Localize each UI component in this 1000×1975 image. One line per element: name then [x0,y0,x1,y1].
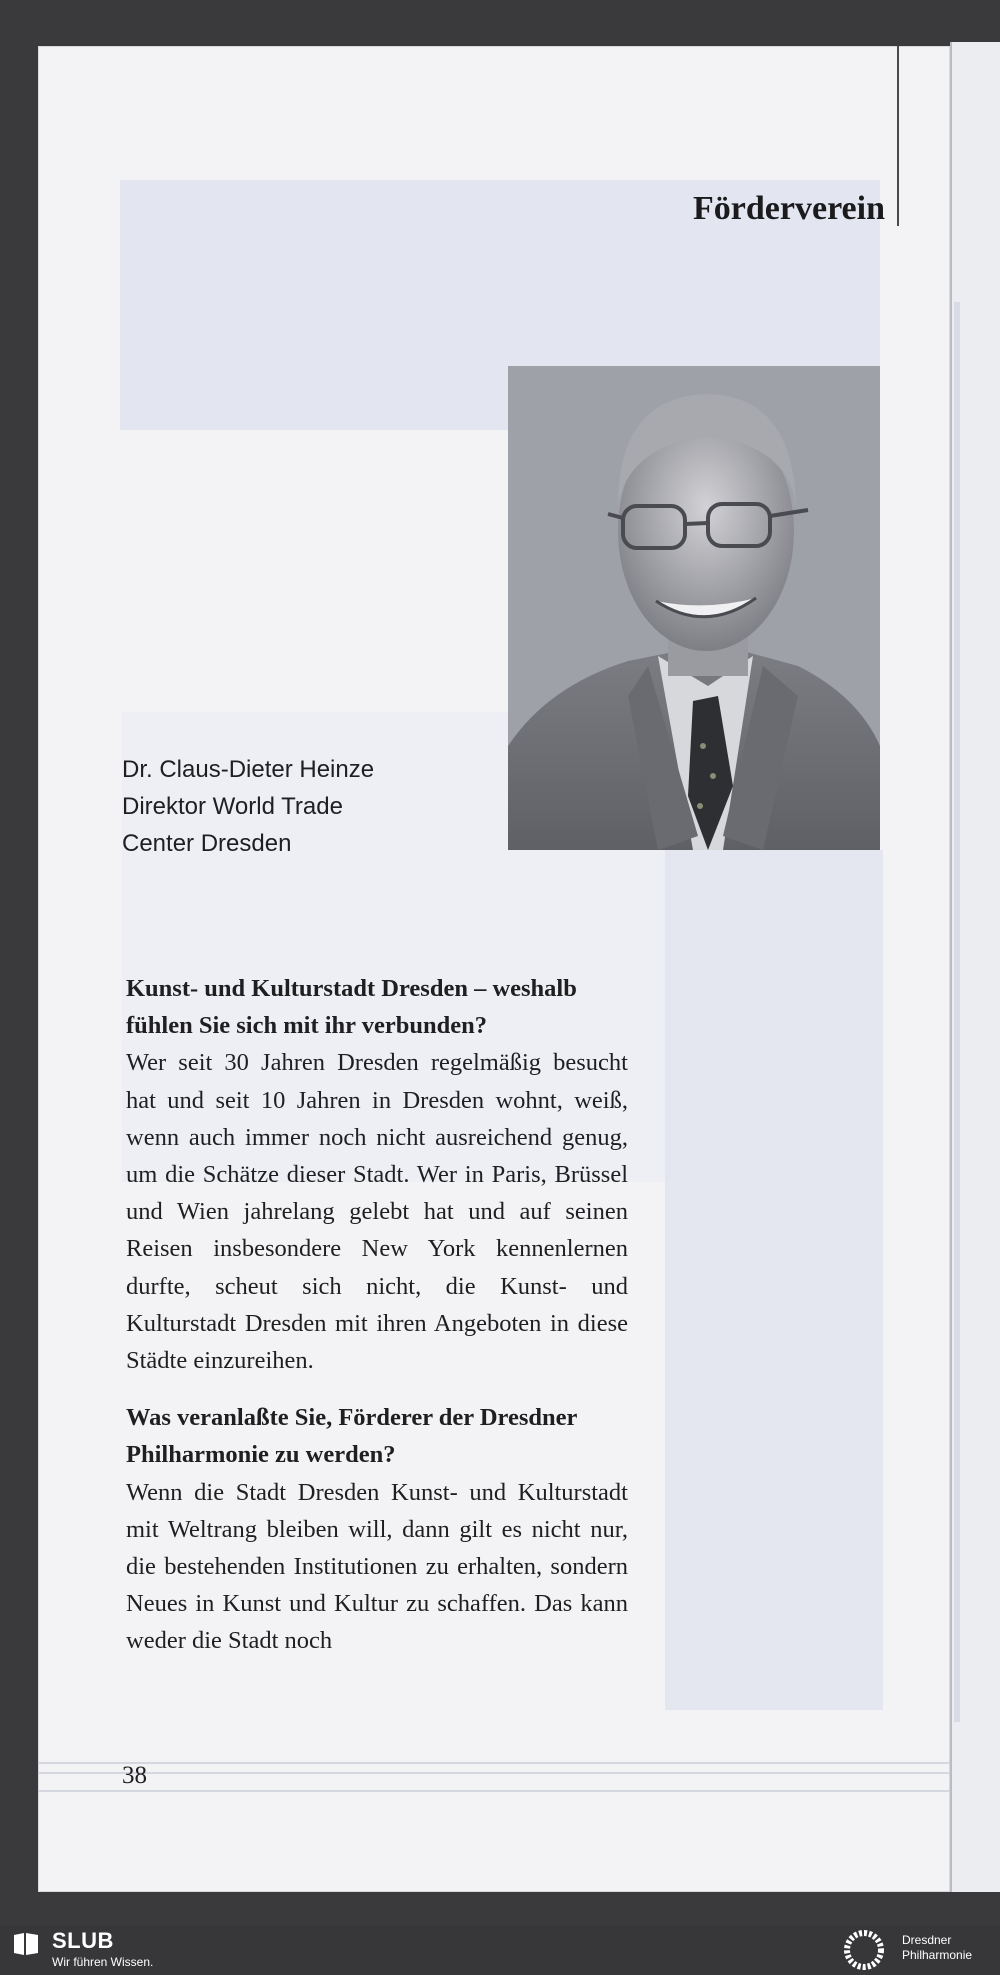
viewer-footer [0,1925,1000,1975]
philharmonie-logo-icon[interactable] [842,1928,886,1972]
page-rule-middle [38,1772,950,1774]
library-name[interactable]: SLUB [52,1928,114,1953]
interview-article [126,970,628,1660]
show-through-right-column [665,850,883,1710]
page-rule-top [38,1762,950,1764]
page-number: 38 [122,1762,147,1789]
partner-name-line2: Philharmonie [902,1948,973,1962]
interview-question: Kunst- und Kulturstadt Dresden – weshalb fühlen Sie sich mit ihr verbunden? [126,975,577,1040]
page-rule-bottom [38,1790,950,1792]
portrait-photo [508,366,880,850]
section-heading: Förderverein [693,190,885,227]
slub-book-icon[interactable] [14,1933,38,1955]
partner-name-line1: Dresdner [902,1933,952,1947]
partner-name [902,1933,972,1963]
portrait-illustration [508,366,880,850]
interview-answer: Wenn die Stadt Dresden Kunst- und Kulturstadt mit Weltrang bleiben will, dann gilt es nicht nur, die bestehenden Institutionen zu erhalten, sondern Neues in Kunst und Kultur zu schaffen. Das kann weder die Stadt noch [126,1478,628,1655]
page-fold-line [897,46,899,226]
caption-role: Direktor World Trade [122,793,343,820]
adjacent-page-edge [950,42,1000,1892]
interview-question: Was veranlaßte Sie, Förderer der Dresdner Philharmonie zu werden? [126,1404,577,1469]
interview-answer: Wer seit 30 Jahren Dresden regelmäßig besucht hat und seit 10 Jahren in Dresden wohnt, weiß, wenn auch immer noch nicht ausreichend genug, um die Schätze dieser Stadt. Wer in Paris, Brüssel und Wien jahrelang gelebt hat und auf seinen Reisen insbesondere New York kennenlernen durfte, scheut sich nicht, die Kunst- und Kulturstadt Dresden mit ihren Angeboten in diese Städte einzureihen. [126,1049,628,1375]
photo-caption [122,751,374,862]
library-tagline: Wir führen Wissen. [52,1955,154,1969]
caption-location: Center Dresden [122,830,292,857]
caption-name: Dr. Claus-Dieter Heinze [122,756,375,783]
